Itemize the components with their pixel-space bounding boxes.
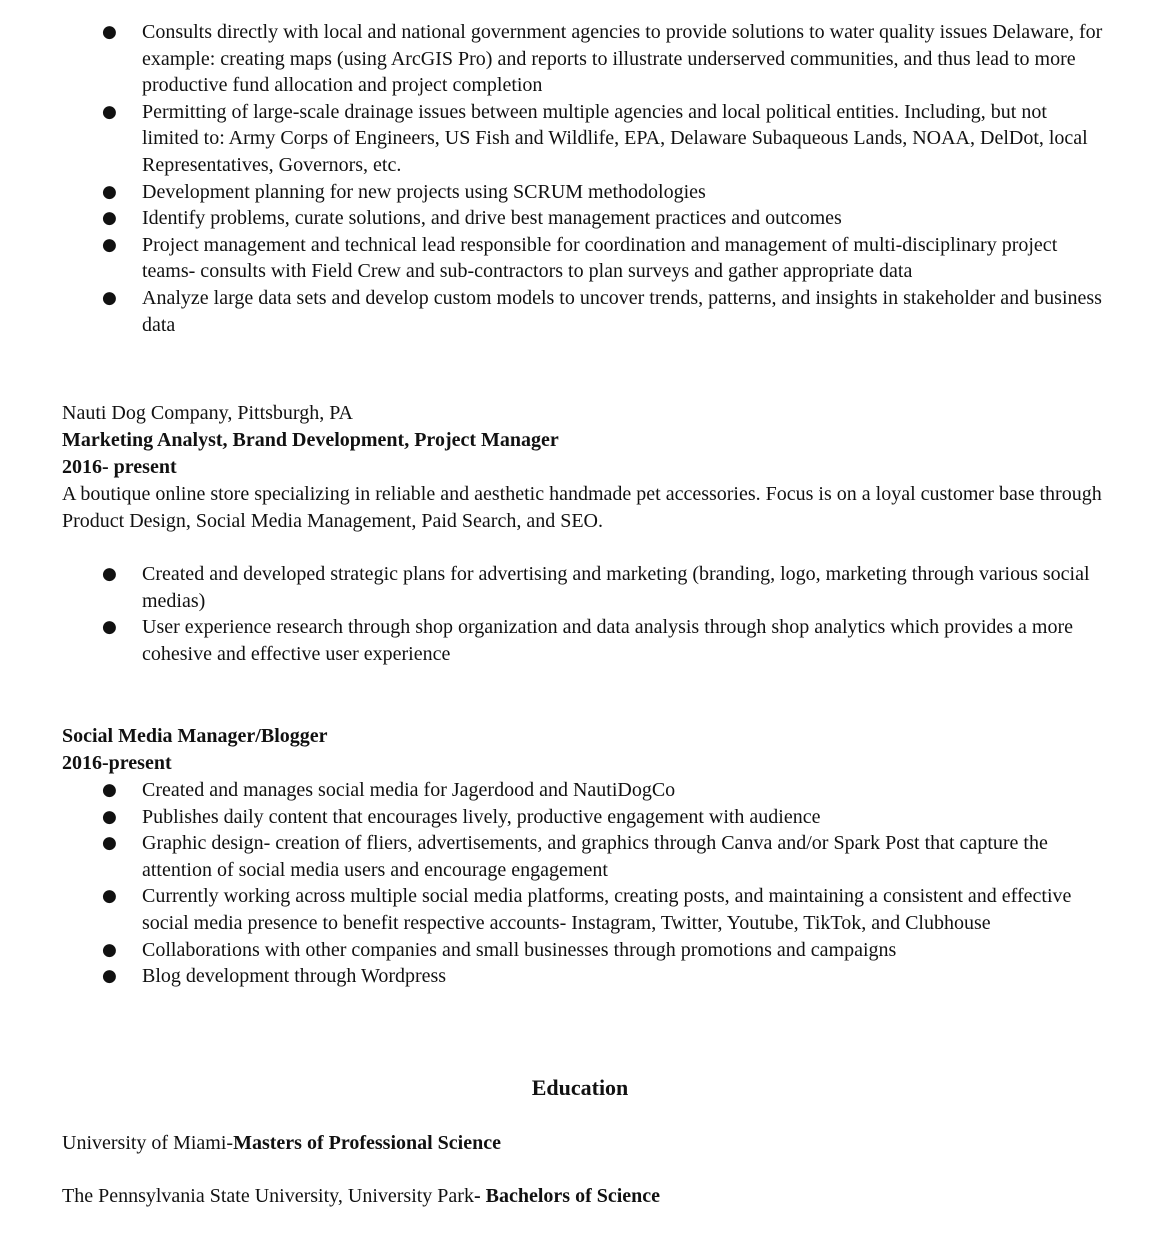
company-name: Nauti Dog Company, Pittsburgh, PA	[62, 402, 353, 424]
bullet-icon: ●	[102, 939, 117, 960]
bullet-icon: ●	[102, 234, 117, 255]
bullet-text: Currently working across multiple social media platforms, creating posts, and maintaining a consistent and effective social media presence to benefit respective accounts- Instagram, Twitter, Youtube, TikTok, and Clubhouse	[142, 885, 1072, 934]
education-heading: Education	[531, 1075, 629, 1100]
bullet-text: Identify problems, curate solutions, and drive best management practices and outcomes	[142, 207, 842, 230]
bullet-text: Permitting of large-scale drainage issues between multiple agencies and local political entities. Including, but not limited to: Army Corps of Engineers, US Fish and Wildlife, EPA, Delaware Subaqueous Lands, NOAA, DelDot, local Representatives, Governors, etc.	[142, 100, 1088, 176]
bullet-text: Project management and technical lead responsible for coordination and management of multi-disciplinary project teams- consults with Field Crew and sub-contractors to plan surveys and gather appropriate data	[142, 233, 1058, 283]
bullet-text: Consults directly with local and national government agencies to provide solutions to water quality issues Delaware, for example: creating maps (using ArcGIS Pro) and reports to illustrate underserved communities, and thus lead to more productive fund allocation and project completion	[142, 21, 1103, 97]
list-item	[0, 179, 1107, 206]
job2-bullet-list	[0, 561, 1107, 667]
job-dates: 2016-present	[62, 752, 172, 774]
education-entry	[62, 1183, 660, 1210]
bullet-icon: ●	[102, 886, 117, 907]
bullet-text: Blog development through Wordpress	[142, 965, 447, 988]
bullet-icon: ●	[102, 287, 117, 308]
bullet-icon: ●	[102, 564, 117, 584]
bullet-text: Analyze large data sets and develop custom models to uncover trends, patterns, and insights in stakeholder and business data	[142, 286, 1102, 336]
job-title: Marketing Analyst, Brand Development, Project Manager	[62, 429, 559, 451]
list-item	[0, 963, 1107, 990]
education-entry	[62, 1130, 501, 1157]
bullet-icon: ●	[102, 966, 117, 987]
school-name: The Pennsylvania State University, University Park	[62, 1185, 474, 1207]
bullet-icon: ●	[102, 617, 117, 638]
bullet-text: Collaborations with other companies and small businesses through promotions and campaigns	[142, 938, 897, 961]
list-item	[0, 883, 1107, 936]
bullet-text: Publishes daily content that encourages lively, productive engagement with audience	[142, 805, 821, 828]
prior-job-bullet-list	[0, 19, 1107, 338]
list-item	[0, 804, 1107, 831]
bullet-icon: ●	[102, 22, 117, 42]
job-title: Social Media Manager/Blogger	[62, 725, 328, 747]
list-item	[0, 614, 1107, 667]
bullet-text: Development planning for new projects using SCRUM methodologies	[142, 180, 706, 203]
job3-bullet-list	[0, 777, 1107, 990]
bullet-icon: ●	[102, 101, 117, 122]
bullet-icon: ●	[102, 208, 117, 229]
list-item	[0, 285, 1107, 338]
list-item	[0, 777, 1107, 804]
bullet-text: Graphic design- creation of fliers, advertisements, and graphics through Canva and/or Spark Post that capture the attention of social media users and encourage engagement	[142, 832, 1048, 881]
company-description: A boutique online store specializing in reliable and aesthetic handmade pet accessories. Focus is on a loyal customer base through Product Design, Social Media Management, Paid Search, and SEO.	[62, 483, 1102, 532]
bullet-icon: ●	[102, 780, 117, 800]
list-item	[0, 99, 1107, 179]
bullet-text: Created and developed strategic plans for advertising and marketing (branding, logo, marketing through various social medias)	[142, 563, 1090, 612]
bullet-icon: ●	[102, 833, 117, 854]
bullet-icon: ●	[102, 806, 117, 827]
list-item	[0, 232, 1107, 285]
degree-name: Masters of Professional Science	[233, 1132, 501, 1154]
bullet-text: Created and manages social media for Jagerdood and NautiDogCo	[142, 779, 676, 801]
list-item	[0, 830, 1107, 883]
job-dates: 2016- present	[62, 456, 177, 478]
list-item	[0, 19, 1107, 99]
degree-name: - Bachelors of Science	[473, 1185, 661, 1207]
list-item	[0, 937, 1107, 964]
school-name: University of Miami-	[62, 1132, 234, 1154]
bullet-text: User experience research through shop organization and data analysis through shop analytics which provides a more cohesive and effective user experience	[142, 616, 1074, 665]
list-item	[0, 205, 1107, 232]
bullet-icon: ●	[102, 181, 117, 202]
list-item	[0, 561, 1107, 614]
